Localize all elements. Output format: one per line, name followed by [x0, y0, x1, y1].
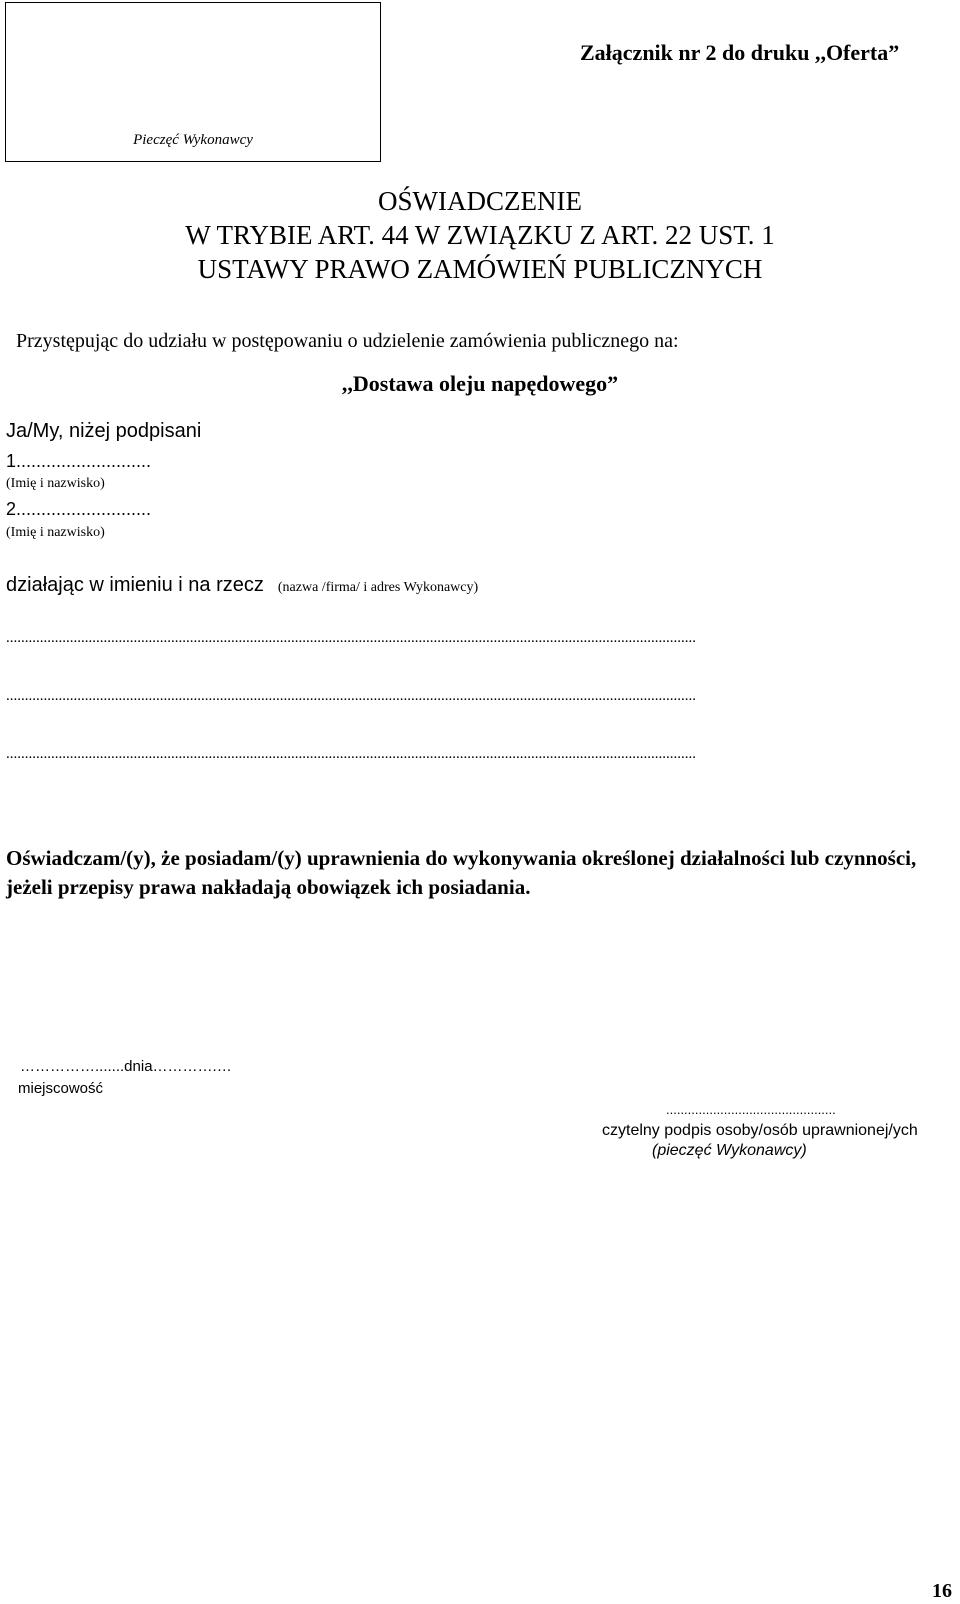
contractor-stamp-box	[5, 2, 381, 162]
place-date-field: …………….......dnia………….…	[20, 1058, 232, 1075]
declaration-subtitle-line2: USTAWY PRAWO ZAMÓWIEŃ PUBLICZNYCH	[197, 254, 763, 284]
procurement-subject: ,,Dostawa oleju napędowego”	[341, 371, 619, 396]
annex-title: Załącznik nr 2 do druku ,,Oferta”	[580, 40, 900, 65]
signature-field: ...............................................	[666, 1102, 836, 1117]
declaration-statement: Oświadczam/(y), że posiadam/(y) uprawnienia do wykonywania określonej działalności lub czynności, jeżeli przepisy prawa nakładają obowiązek ich posiadania.	[6, 846, 917, 899]
declaration-subtitle-line1: W TRYBIE ART. 44 W ZWIĄZKU Z ART. 22 UST. 1	[185, 220, 775, 250]
stamp-label: Pieczęć Wykonawcy	[133, 132, 253, 148]
contractor-stamp-note: (pieczęć Wykonawcy)	[652, 1142, 807, 1159]
declaration-title: OŚWIADCZENIE	[378, 186, 582, 216]
acting-on-behalf	[6, 574, 478, 597]
contractor-address-line-3: ........................................................................................................................................................................................	[6, 746, 696, 762]
signature-label: czytelny podpis osoby/osób uprawnionej/ych	[602, 1122, 918, 1139]
contractor-name-note: (nazwa /firma/ i adres Wykonawcy)	[277, 580, 479, 595]
place-label: miejscowość	[18, 1080, 104, 1097]
signatories-heading: Ja/My, niżej podpisani	[6, 420, 202, 442]
signatory-2-field: 2...........................	[6, 499, 152, 519]
signatory-2-label: (Imię i nazwisko)	[6, 525, 105, 540]
intro-text: Przystępując do udziału w postępowaniu o udzielenie zamówienia publicznego na:	[16, 330, 679, 352]
page-number: 16	[932, 1580, 952, 1602]
signatory-1-field: 1...........................	[6, 451, 152, 471]
contractor-address-line-1: ........................................................................................................................................................................................	[6, 630, 696, 646]
acting-text: działając w imieniu i na rzecz	[6, 574, 264, 596]
signatory-1-label: (Imię i nazwisko)	[6, 476, 105, 491]
contractor-address-line-2: ........................................................................................................................................................................................	[6, 688, 696, 704]
